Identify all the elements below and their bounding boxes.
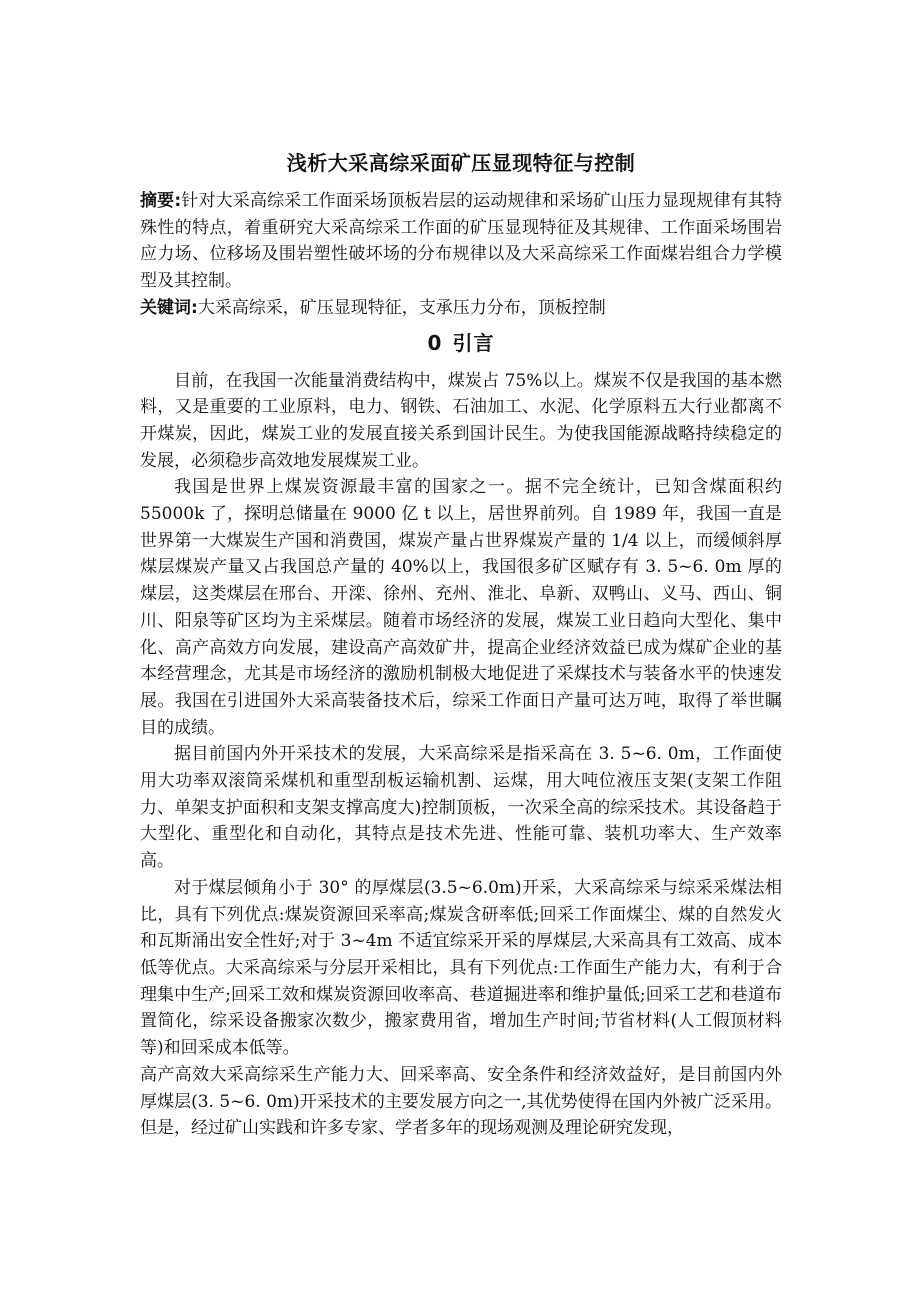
body-paragraph: 高产高效大采高综采生产能力大、回采率高、安全条件和经济效益好，是目前国内外厚煤层(3. 5~6. 0m)开采技术的主要发展方向之一,其优势使得在国内外被广泛采用。但是，经过矿山实践和许多专家、学者多年的现场观测及理论研究发现，	[140, 1064, 782, 1139]
body-paragraph: 我国是世界上煤炭资源最丰富的国家之一。据不完全统计，已知含煤面积约 55000k 了，探明总储量在 9000 亿 t 以上，居世界前列。自 1989 年，我国一直是世界第一大煤炭生产国和消费国，煤炭产量占世界煤炭产量的 1/4 以上，而缓倾斜厚煤层煤炭产量又占我国总产量的 40%以上，我国很多矿区赋存有 3. 5~6. 0m 厚的煤层，这类煤层在邢台、开滦、徐州、充州、淮北、阜新、双鸭山、义马、西山、铜川、阳泉等矿区均为主采煤层。随着市场经济的发展，煤炭工业日趋向大型化、集中化、高产高效方向发展，建设高产高效矿井，提高企业经济效益已成为煤矿企业的基本经营理念，尤其是市场经济的激励机制极大地促进了采煤技术与装备水平的快速发展。我国在引进国外大采高装备技术后，综采工作面日产量可达万吨，取得了举世瞩目的成绩。	[140, 477, 782, 738]
body-paragraph: 据目前国内外开采技术的发展，大采高综采是指采高在 3. 5~6. 0m，工作面使用大功率双滚筒采煤机和重型刮板运输机割、运煤，用大吨位液压支架(支架工作阻力、单架支护面积和支架支撑高度大)控制顶板，一次采全高的综采技术。其设备趋于大型化、重型化和自动化，其特点是技术先进、性能可靠、装机功率大、生产效率高。	[140, 744, 782, 872]
keywords-label: 关键词:	[140, 297, 198, 318]
keywords	[140, 295, 782, 322]
body-paragraph: 目前，在我国一次能量消费结构中，煤炭占 75%以上。煤炭不仅是我国的基本燃料，又是重要的工业原料，电力、钢铁、石油加工、水泥、化学原料五大行业都离不开煤炭，因此，煤炭工业的发展直接关系到国计民生。为使我国能源战略持续稳定的发展，必须稳步高效地发展煤炭工业。	[140, 370, 782, 471]
section-heading	[140, 328, 782, 358]
paper-title: 浅析大采高综采面矿压显现特征与控制	[286, 151, 636, 175]
body-paragraph: 对于煤层倾角小于 30° 的厚煤层(3.5~6.0m)开采，大采高综采与综采采煤法相比，具有下列优点:煤炭资源回采率高;煤炭含研率低;回采工作面煤尘、煤的自然发火和瓦斯涌出安全性好;对于 3~4m 不适宜综采开采的厚煤层,大采高具有工效高、成本低等优点。大采高综采与分层开采相比，具有下列优点:工作面生产能力大，有利于合理集中生产;回采工效和煤炭资源回收率高、巷道掘进率和维护量低;回采工艺和巷道布置简化，综采设备搬家次数少，搬家费用省，增加生产时间;节省材料(人工假顶材料等)和回采成本低等。	[140, 877, 782, 1059]
abstract-label: 摘要:	[140, 191, 182, 211]
section-title: 引言	[452, 330, 495, 355]
abstract-text: 针对大采高综采工作面采场顶板岩层的运动规律和采场矿山压力显现规律有其特殊性的特点，着重研究大采高综采工作面的矿压显现特征及其规律、工作面采场围岩应力场、位移场及围岩塑性破坏场的分布规律以及大采高综采工作面煤岩组合力学模型及其控制。	[140, 191, 782, 292]
document-page	[140, 148, 782, 1142]
keywords-text: 大采高综采，矿压显现特征，支承压力分布，顶板控制	[197, 297, 606, 318]
abstract	[140, 188, 782, 295]
section-number: 0	[427, 330, 443, 355]
